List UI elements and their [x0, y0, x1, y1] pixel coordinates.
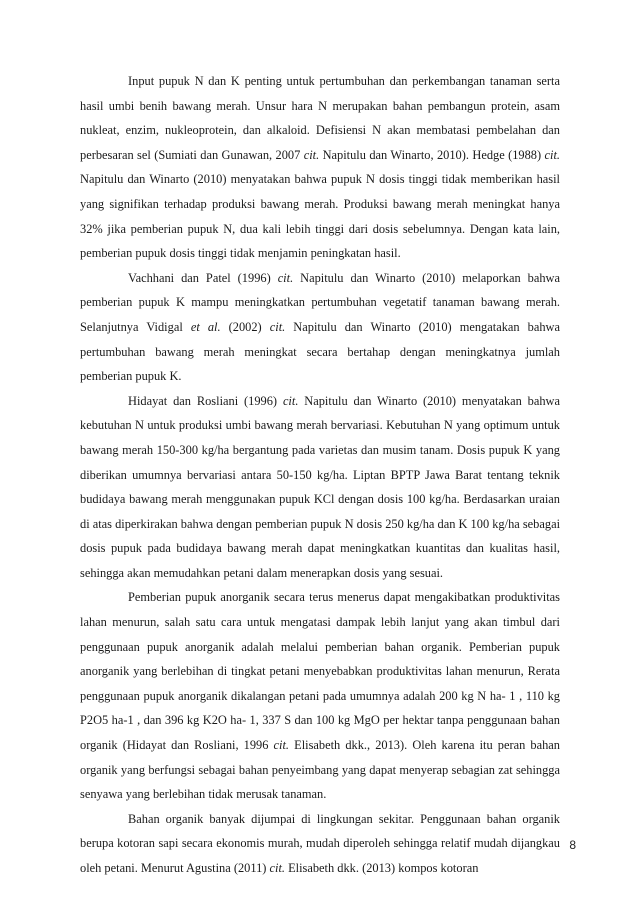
paragraph-3: Hidayat dan Rosliani (1996) cit. Napitulu dan Winarto (2010) menyatakan bahwa kebutuhan N untuk produksi umbi bawang merah bervariasi. Kebutuhan N yang optimum untuk bawang merah 150-300 kg/ha bergantung pada varietas dan musim tanam. Dosis pupuk K yang diberikan umumnya bervariasi antara 50-150 kg/ha. Liptan BPTP Jawa Barat tentang teknik budidaya bawang merah menggunakan pupuk KCl dengan dosis 100 kg/ha. Berdasarkan uraian di atas diperkirakan bahwa dengan pemberian pupuk N dosis 250 kg/ha dan K 100 kg/ha sebagai dosis pupuk pada budidaya bawang merah dapat meningkatkan kuantitas dan kualitas hasil, sehingga akan memudahkan petani dalam menerapkan dosis yang sesuai.: [80, 393, 561, 580]
paragraph-5: Bahan organik banyak dijumpai di lingkungan sekitar. Penggunaan bahan organik berupa kotoran sapi secara ekonomis murah, mudah diperoleh sehingga relatif mudah dijangkau oleh petani. Menurut Agustina (2011) cit. Elisabeth dkk. (2013) kompos kotoran: [80, 811, 560, 875]
page-number: 8: [569, 838, 576, 852]
paragraph-1: Input pupuk N dan K penting untuk pertumbuhan dan perkembangan tanaman serta hasil umbi benih bawang merah. Unsur hara N merupakan bahan pembangun protein, asam nukleat, enzim, nukleoprotein, dan alkaloid. Defisiensi N akan membatasi pembelahan dan perbesaran sel (Sumiati dan Gunawan, 2007 cit. Napitulu dan Winarto, 2010). Hedge (1988) cit. Napitulu dan Winarto (2010) menyatakan bahwa pupuk N dosis tinggi tidak memberikan hasil yang signifikan terhadap produksi bawang merah. Produksi bawang merah meningkat hanya 32% jika pemberian pupuk N, dua kali lebih tinggi dari dosis sebelumnya. Dengan kata lain, pemberian pupuk dosis tinggi tidak menjamin peningkatan hasil.: [80, 74, 561, 261]
body-text: [80, 69, 560, 881]
paragraph-4: Pemberian pupuk anorganik secara terus menerus dapat mengakibatkan produktivitas lahan menurun, salah satu cara untuk mengatasi dampak lebih lanjut yang akan timbul dari penggunaan pupuk anorganik adalah melalui pemberian bahan organik. Pemberian pupuk anorganik yang berlebihan di tingkat petani menyebabkan produktivitas lahan menurun, Rerata penggunaan pupuk anorganik dikalangan petani pada umumnya adalah 200 kg N ha- 1 , 110 kg P2O5 ha-1 , dan 396 kg K2O ha- 1, 337 S dan 100 kg MgO per hektar tanpa penggunaan bahan organik (Hidayat dan Rosliani, 1996 cit. Elisabeth dkk., 2013). Oleh karena itu peran bahan organik yang berfungsi sebagai bahan penyeimbang yang dapat menyerap sebagian zat sehingga senyawa yang berlebihan tidak merusak tanaman.: [80, 590, 560, 802]
paragraph-2: Vachhani dan Patel (1996) cit. Napitulu dan Winarto (2010) melaporkan bahwa pemberian pupuk K mampu meningkatkan pertumbuhan vegetatif tanaman bawang merah. Selanjutnya Vidigal et al. (2002) cit. Napitulu dan Winarto (2010) mengatakan bahwa pertumbuhan bawang merah meningkat secara bertahap dengan meningkatnya jumlah pemberian pupuk K.: [80, 270, 560, 384]
